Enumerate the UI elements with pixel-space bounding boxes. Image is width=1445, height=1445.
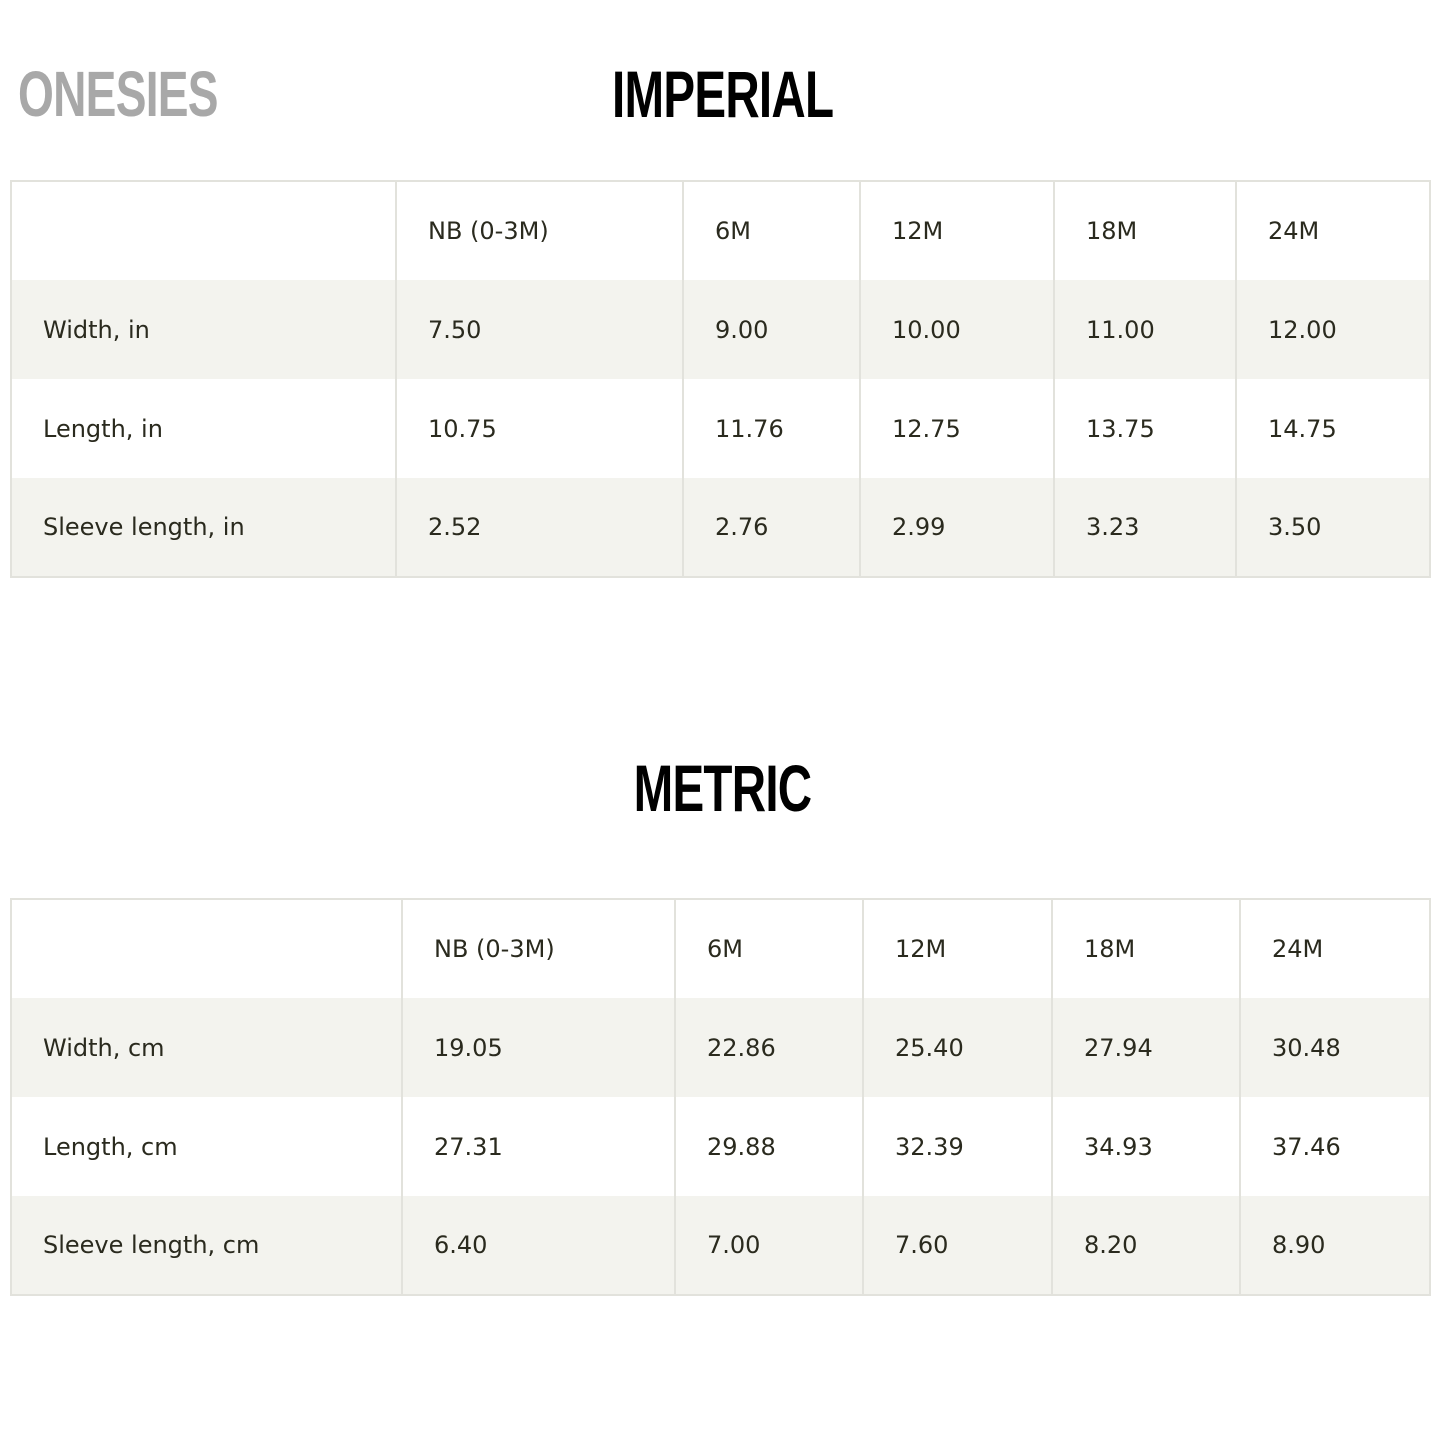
table-row <box>11 379 1430 478</box>
table-header-row <box>11 899 1430 998</box>
table-row <box>11 1097 1430 1196</box>
imperial-size-table <box>10 180 1431 578</box>
table-cell: 10.00 <box>860 280 1054 379</box>
row-label: Sleeve length, in <box>11 478 396 577</box>
column-header: NB (0-3M) <box>402 899 675 998</box>
table-cell: 3.50 <box>1236 478 1430 577</box>
row-label: Sleeve length, cm <box>11 1196 402 1295</box>
column-header: 18M <box>1052 899 1240 998</box>
table-cell: 7.50 <box>396 280 683 379</box>
table-corner-cell <box>11 181 396 280</box>
column-header: 6M <box>683 181 860 280</box>
row-label: Width, in <box>11 280 396 379</box>
table-cell: 37.46 <box>1240 1097 1430 1196</box>
imperial-heading <box>0 56 1445 132</box>
table-cell: 3.23 <box>1054 478 1236 577</box>
table-cell: 8.20 <box>1052 1196 1240 1295</box>
table-cell: 8.90 <box>1240 1196 1430 1295</box>
table-cell: 9.00 <box>683 280 860 379</box>
table-cell: 12.75 <box>860 379 1054 478</box>
table-row <box>11 1196 1430 1295</box>
table-row <box>11 478 1430 577</box>
column-header: 18M <box>1054 181 1236 280</box>
table-cell: 14.75 <box>1236 379 1430 478</box>
metric-heading-text: METRIC <box>633 751 812 825</box>
row-label: Length, in <box>11 379 396 478</box>
table-cell: 2.76 <box>683 478 860 577</box>
table-cell: 30.48 <box>1240 998 1430 1097</box>
metric-heading <box>0 750 1445 826</box>
table-cell: 12.00 <box>1236 280 1430 379</box>
metric-size-table <box>10 898 1431 1296</box>
table-cell: 32.39 <box>863 1097 1052 1196</box>
table-cell: 19.05 <box>402 998 675 1097</box>
table-cell: 29.88 <box>675 1097 863 1196</box>
table-cell: 11.00 <box>1054 280 1236 379</box>
table-cell: 34.93 <box>1052 1097 1240 1196</box>
table-header-row <box>11 181 1430 280</box>
table-cell: 7.60 <box>863 1196 1052 1295</box>
table-cell: 27.94 <box>1052 998 1240 1097</box>
table-row <box>11 998 1430 1097</box>
table-cell: 11.76 <box>683 379 860 478</box>
column-header: 24M <box>1240 899 1430 998</box>
row-label: Width, cm <box>11 998 402 1097</box>
table-cell: 10.75 <box>396 379 683 478</box>
table-cell: 7.00 <box>675 1196 863 1295</box>
table-cell: 27.31 <box>402 1097 675 1196</box>
column-header: 24M <box>1236 181 1430 280</box>
table-cell: 25.40 <box>863 998 1052 1097</box>
column-header: 6M <box>675 899 863 998</box>
table-cell: 6.40 <box>402 1196 675 1295</box>
column-header: 12M <box>863 899 1052 998</box>
brand-title: ONESIES <box>18 58 218 130</box>
column-header: NB (0-3M) <box>396 181 683 280</box>
column-header: 12M <box>860 181 1054 280</box>
table-cell: 13.75 <box>1054 379 1236 478</box>
imperial-heading-text: IMPERIAL <box>611 57 834 131</box>
table-corner-cell <box>11 899 402 998</box>
table-cell: 2.99 <box>860 478 1054 577</box>
table-cell: 2.52 <box>396 478 683 577</box>
row-label: Length, cm <box>11 1097 402 1196</box>
table-row <box>11 280 1430 379</box>
table-cell: 22.86 <box>675 998 863 1097</box>
